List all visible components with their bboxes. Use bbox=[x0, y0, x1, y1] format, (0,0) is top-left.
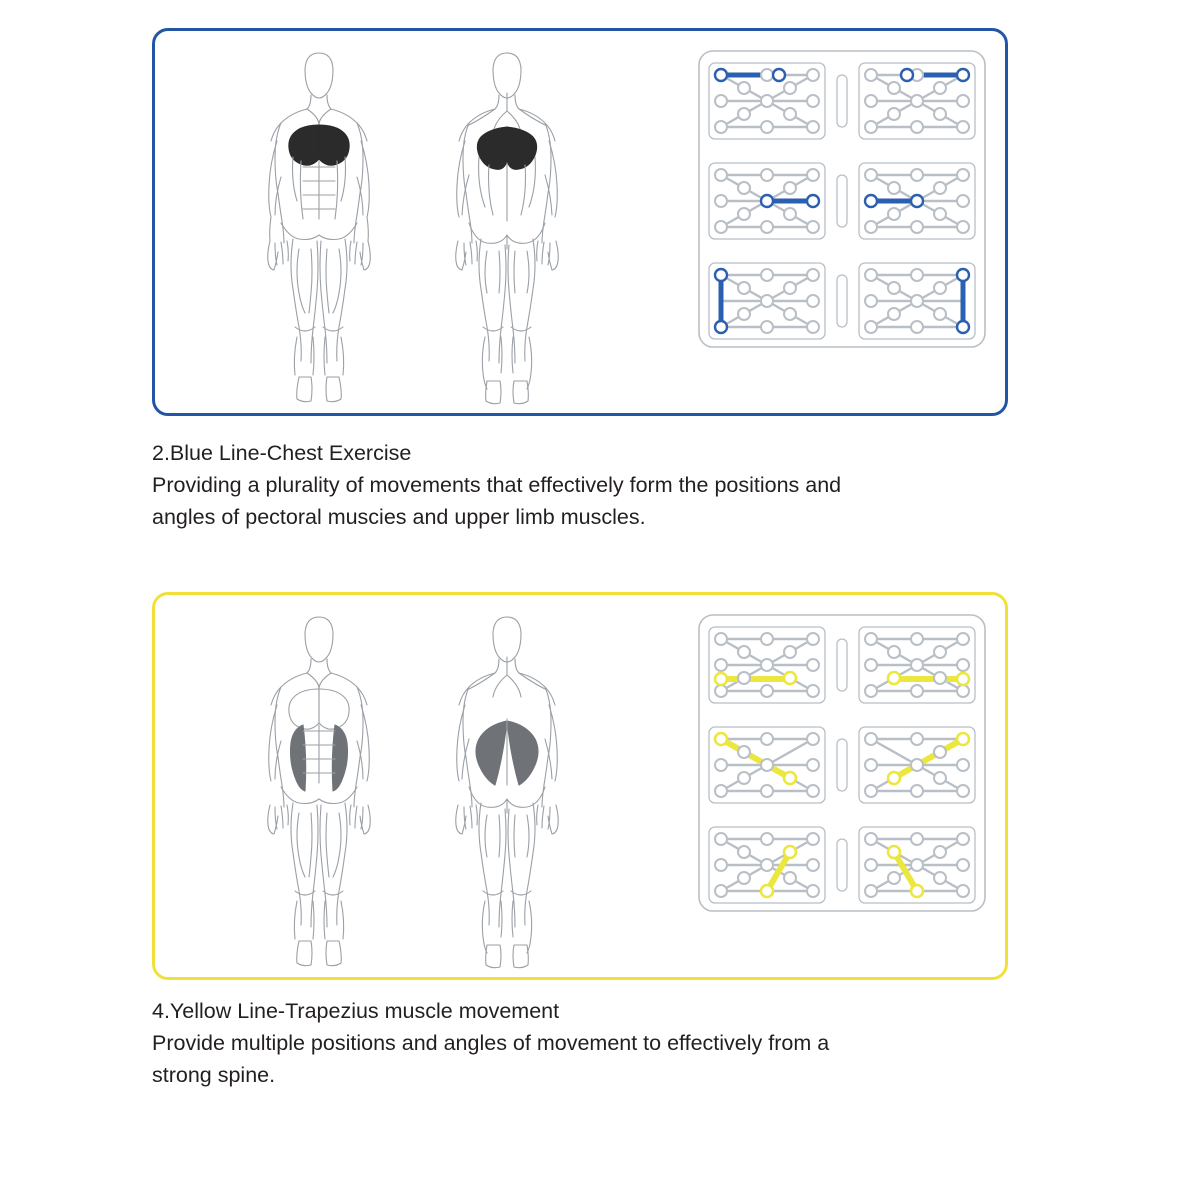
yellow-caption-line2: strong spine. bbox=[152, 1063, 276, 1087]
yellow-panel-frame bbox=[152, 592, 1008, 980]
blue-panel-frame bbox=[152, 28, 1008, 416]
back-figure bbox=[456, 617, 559, 968]
yellow-caption-line1: Provide multiple positions and angles of movement to effectively from a bbox=[152, 1031, 830, 1055]
blue-caption-title: 2.Blue Line-Chest Exercise bbox=[152, 441, 412, 465]
back-figure bbox=[456, 53, 559, 404]
blue-caption-line1: Providing a plurality of movements that effectively form the positions and bbox=[152, 473, 842, 497]
yellow-caption-block bbox=[152, 995, 1052, 1091]
yellow-board-config-grid bbox=[697, 613, 987, 913]
yellow-caption-title: 4.Yellow Line-Trapezius muscle movement bbox=[152, 999, 560, 1023]
front-figure bbox=[268, 53, 371, 402]
blue-body-figures bbox=[207, 37, 677, 413]
blue-caption-line2: angles of pectoral muscies and upper limb muscles. bbox=[152, 505, 646, 529]
blue-board-config-grid bbox=[697, 49, 987, 349]
section-yellow-line-trapezius bbox=[152, 592, 1008, 1087]
blue-caption-block bbox=[152, 437, 1052, 533]
section-blue-line-chest bbox=[152, 28, 1008, 529]
yellow-body-figures bbox=[207, 601, 677, 977]
front-figure bbox=[268, 617, 371, 966]
